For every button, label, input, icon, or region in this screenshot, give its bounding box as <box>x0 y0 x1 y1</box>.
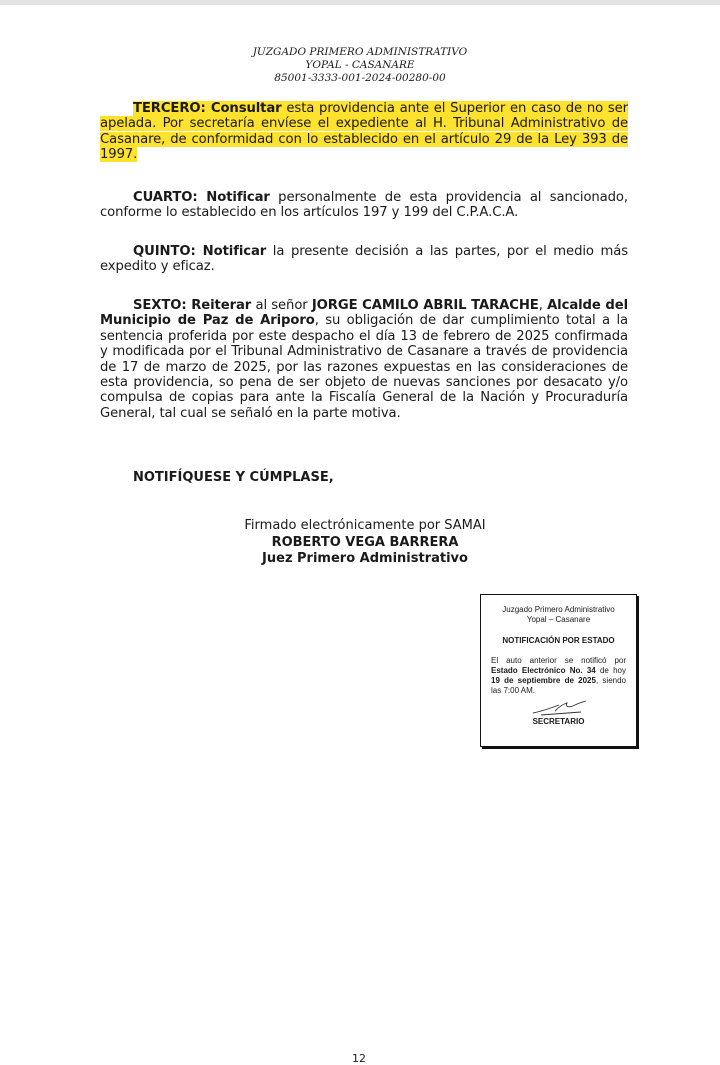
stamp-body <box>491 656 626 696</box>
case-number: 85001-3333-001-2024-00280-00 <box>274 72 446 84</box>
stamp-text-a: El auto anterior se notificó por <box>491 656 626 665</box>
text-sexto-c: , su obligación de dar cumplimiento total a la sentencia proferida por este despacho el día 13 de febrero de 2025 confirmada y modificada por el Tribunal Administrativo de Casanare a través de providencia de 17 de marzo de 2025, por las razones expuestas en las consideraciones de esta providencia, so pena de ser objeto de nuevas sanciones por desacato y/o compulsa de copias para ante la Fiscalía General de la Nación y Procuraduría General, tal cual se señaló en la parte motiva. <box>100 313 628 421</box>
top-bar <box>0 0 720 5</box>
text-cuarto: personalmente de esta providencia al sancionado, conforme lo establecido en los artículos 197 y 199 del C.P.A.C.A. <box>100 190 628 221</box>
closing-formula: NOTIFÍQUESE Y CÚMPLASE, <box>133 470 334 485</box>
stamp-court: Juzgado Primero Administrativo <box>502 605 615 614</box>
signature-block <box>180 518 550 568</box>
text-quinto: la presente decisión a las partes, por el medio más expedito y eficaz. <box>100 244 628 275</box>
label-cuarto: CUARTO: Notificar <box>133 190 270 205</box>
judge-name: ROBERTO VEGA BARRERA <box>271 534 459 550</box>
handwritten-signature <box>529 699 589 717</box>
sanctioned-name: JORGE CAMILO ABRIL TARACHE <box>311 298 539 313</box>
highlight-tercero <box>100 101 628 162</box>
text-sexto-a: al señor <box>251 298 312 313</box>
stamp-city: Yopal – Casanare <box>526 615 591 624</box>
label-quinto: QUINTO: Notificar <box>133 244 267 259</box>
stamp-text-b: de hoy <box>595 666 626 675</box>
stamp-text-c: , siendo las 7:00 AM. <box>491 676 626 695</box>
document-header <box>0 46 720 85</box>
stamp-title: NOTIFICACIÓN POR ESTADO <box>502 636 615 645</box>
stamp-estado: Estado Electrónico No. 34 <box>491 666 596 675</box>
stamp-date: 19 de septiembre de 2025 <box>491 676 596 685</box>
page-number: 12 <box>352 1052 366 1065</box>
court-city: YOPAL - CASANARE <box>305 59 415 71</box>
label-tercero: TERCERO: Consultar <box>133 101 282 116</box>
stamp-header <box>491 605 626 625</box>
paragraph-quinto <box>100 244 628 275</box>
judge-title: Juez Primero Administrativo <box>262 551 468 566</box>
paragraph-tercero <box>100 101 628 163</box>
signature-line: Firmado electrónicamente por SAMAI <box>244 518 486 533</box>
paragraph-cuarto <box>100 190 628 221</box>
paragraph-sexto <box>100 298 628 421</box>
sanctioned-office: Alcalde del Municipio de Paz de Ariporo <box>100 298 628 329</box>
notification-stamp <box>480 594 637 747</box>
label-sexto: SEXTO: Reiterar <box>133 298 252 313</box>
stamp-secretary: SECRETARIO <box>532 717 585 726</box>
text-sexto-b: , <box>538 298 548 313</box>
text-tercero: esta providencia ante el Superior en caso de no ser apelada. Por secretaría envíese el expediente al H. Tribunal Administrativo de Casanare, de conformidad con lo establecido en el artículo 29 de la Ley 393 de 1997. <box>100 101 628 163</box>
court-name: JUZGADO PRIMERO ADMINISTRATIVO <box>252 46 468 58</box>
